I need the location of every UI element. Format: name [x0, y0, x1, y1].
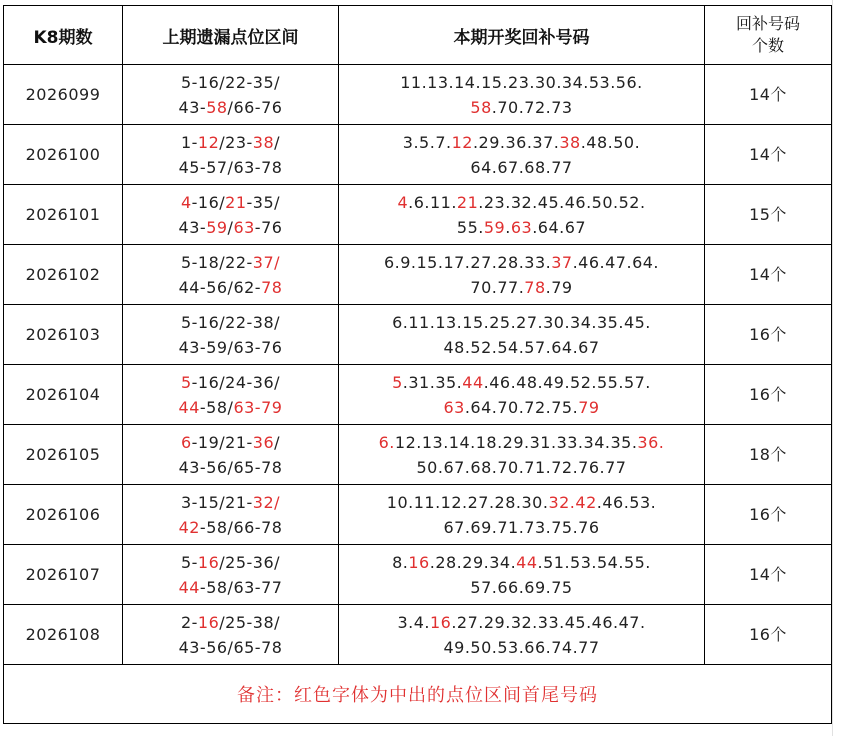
numbers-cell[interactable] — [339, 605, 705, 665]
note-row — [4, 665, 832, 724]
numbers-cell[interactable] — [339, 365, 705, 425]
header-count-line1: 回补号码 — [735, 14, 800, 33]
number-text: 44-56/62- — [178, 277, 262, 297]
highlight-number: 12 — [451, 132, 473, 152]
number-text: -19/21- — [191, 432, 253, 452]
count-cell[interactable]: 16个 — [705, 485, 832, 545]
highlight-number: 5 — [180, 372, 192, 392]
highlight-number: 21 — [225, 192, 247, 212]
highlight-number: 58 — [470, 97, 492, 117]
number-text: .79 — [545, 277, 573, 297]
range-line — [123, 490, 338, 515]
range-cell[interactable] — [123, 305, 339, 365]
numbers-line — [339, 515, 704, 540]
highlight-number: 4 — [180, 192, 192, 212]
highlight-number: 6. — [378, 432, 395, 452]
number-text: .23.32.45.46.50.52. — [478, 192, 646, 212]
numbers-line — [339, 635, 704, 660]
table-row — [4, 65, 832, 125]
range-cell[interactable] — [123, 125, 339, 185]
grid-line — [832, 0, 833, 736]
numbers-line — [339, 275, 704, 300]
period-cell[interactable]: 2026102 — [4, 245, 123, 305]
numbers-cell[interactable] — [339, 185, 705, 245]
number-text: 43-56/65-78 — [178, 457, 283, 477]
number-text: 64.67.68.77 — [470, 157, 573, 177]
number-text: .48.50. — [580, 132, 641, 152]
highlight-number: 63 — [510, 217, 533, 237]
highlight-number: 36 — [252, 432, 275, 452]
number-text: 3.5.7. — [402, 132, 452, 152]
number-text: .64.70.72.75. — [464, 397, 579, 417]
number-text: 5-16/22-35/ — [180, 72, 281, 92]
number-text: 11.13.14.15.23.30.34.53.56. — [400, 72, 643, 92]
k8-table — [3, 5, 832, 724]
count-cell[interactable]: 16个 — [705, 305, 832, 365]
numbers-line — [339, 190, 704, 215]
number-text: 55. — [456, 217, 484, 237]
number-text: .70.72.73 — [491, 97, 573, 117]
range-line — [123, 455, 338, 480]
count-cell[interactable]: 14个 — [705, 125, 832, 185]
period-cell[interactable]: 2026105 — [4, 425, 123, 485]
highlight-number: 4 — [397, 192, 409, 212]
numbers-cell[interactable] — [339, 485, 705, 545]
range-line — [123, 335, 338, 360]
range-line — [123, 275, 338, 300]
number-text: 48.52.54.57.64.67 — [443, 337, 600, 357]
count-cell[interactable]: 14个 — [705, 65, 832, 125]
numbers-line — [339, 610, 704, 635]
number-text: 43- — [178, 217, 207, 237]
numbers-line — [339, 550, 704, 575]
number-text: .29.36.37. — [472, 132, 560, 152]
count-cell[interactable]: 14个 — [705, 245, 832, 305]
range-line — [123, 190, 338, 215]
range-line — [123, 395, 338, 420]
range-cell[interactable] — [123, 185, 339, 245]
number-text: 70.77. — [470, 277, 525, 297]
range-cell[interactable] — [123, 65, 339, 125]
number-text: -76 — [254, 217, 283, 237]
number-text: 43-56/65-78 — [178, 637, 283, 657]
number-text: -16/24-36/ — [191, 372, 281, 392]
highlight-number: 44 — [178, 397, 200, 417]
period-cell[interactable]: 2026099 — [4, 65, 123, 125]
period-cell[interactable]: 2026106 — [4, 485, 123, 545]
numbers-line — [339, 310, 704, 335]
range-line — [123, 310, 338, 335]
note-cell[interactable]: 备注：红色字体为中出的点位区间首尾号码 — [4, 665, 832, 724]
count-cell[interactable]: 16个 — [705, 365, 832, 425]
table-row — [4, 545, 832, 605]
number-text: /23- — [219, 132, 253, 152]
range-line — [123, 370, 338, 395]
number-text: 43-59/63-76 — [178, 337, 283, 357]
highlight-number: 78 — [261, 277, 283, 297]
range-line — [123, 635, 338, 660]
numbers-line — [339, 70, 704, 95]
highlight-number: 16 — [429, 612, 452, 632]
period-cell[interactable]: 2026107 — [4, 545, 123, 605]
highlight-number: / — [274, 252, 281, 272]
number-text: -16/ — [191, 192, 226, 212]
range-line — [123, 575, 338, 600]
table-row — [4, 185, 832, 245]
range-line — [123, 155, 338, 180]
range-line — [123, 95, 338, 120]
highlight-number: 36. — [637, 432, 665, 452]
range-cell[interactable] — [123, 485, 339, 545]
range-cell[interactable] — [123, 365, 339, 425]
highlight-number: 63-79 — [233, 397, 283, 417]
highlight-number: 44 — [462, 372, 484, 392]
number-text: 2- — [180, 612, 198, 632]
highlight-number: 59 — [206, 217, 228, 237]
number-text: 67.69.71.73.75.76 — [443, 517, 600, 537]
number-text: .27.29.32.33.45.46.47. — [451, 612, 646, 632]
highlight-number: 58 — [206, 97, 228, 117]
period-cell[interactable]: 2026101 — [4, 185, 123, 245]
highlight-number: 5 — [392, 372, 403, 392]
number-text: 43- — [178, 97, 207, 117]
period-cell[interactable]: 2026108 — [4, 605, 123, 665]
number-text: 45-57/63-78 — [178, 157, 283, 177]
highlight-number: 12 — [197, 132, 220, 152]
highlight-number: 16 — [197, 552, 220, 572]
highlight-number: 63 — [443, 397, 465, 417]
numbers-line — [339, 215, 704, 240]
number-text: .46.48.49.52.55.57. — [483, 372, 651, 392]
highlight-number: 38 — [559, 132, 581, 152]
range-line — [123, 515, 338, 540]
number-text: 5- — [180, 552, 198, 572]
table-row — [4, 425, 832, 485]
highlight-number: 16 — [197, 612, 220, 632]
number-text: .46.47.64. — [572, 252, 660, 272]
number-text: 6.11.13.15.25.27.30.34.35.45. — [392, 312, 651, 332]
highlight-number: 59 — [483, 217, 506, 237]
numbers-cell[interactable] — [339, 125, 705, 185]
number-text: / — [274, 132, 281, 152]
range-line — [123, 610, 338, 635]
period-cell[interactable]: 2026104 — [4, 365, 123, 425]
numbers-cell[interactable] — [339, 245, 705, 305]
highlight-number: 44 — [178, 577, 200, 597]
highlight-number: 44 — [516, 552, 538, 572]
table-row — [4, 365, 832, 425]
number-text: .6.11. — [408, 192, 457, 212]
highlight-number: 37 — [252, 252, 275, 272]
number-text: 50.67.68.70.71.72.76.77 — [416, 457, 627, 477]
range-line — [123, 130, 338, 155]
table-row — [4, 305, 832, 365]
highlight-number: 21 — [456, 192, 479, 212]
number-text: . — [505, 217, 511, 237]
number-text: -58/66-78 — [199, 517, 283, 537]
highlight-number: 63 — [233, 217, 255, 237]
numbers-line — [339, 490, 704, 515]
number-text: 57.66.69.75 — [470, 577, 573, 597]
numbers-line — [339, 130, 704, 155]
number-text: /25-36/ — [219, 552, 281, 572]
highlight-number: 38 — [252, 132, 275, 152]
number-text: .31.35. — [402, 372, 463, 392]
range-line — [123, 215, 338, 240]
number-text: 6.9.15.17.27.28.33. — [383, 252, 552, 272]
number-text: -58/63-77 — [199, 577, 283, 597]
numbers-cell[interactable] — [339, 545, 705, 605]
header-period[interactable]: K8期数 — [4, 6, 123, 65]
number-text: 8. — [392, 552, 409, 572]
header-count[interactable] — [705, 6, 832, 65]
numbers-cell[interactable] — [339, 65, 705, 125]
header-count-line2: 个数 — [751, 36, 784, 55]
numbers-line — [339, 95, 704, 120]
table-row — [4, 125, 832, 185]
range-cell[interactable] — [123, 425, 339, 485]
numbers-line — [339, 370, 704, 395]
range-line — [123, 550, 338, 575]
highlight-number: 16 — [408, 552, 430, 572]
number-text: 10.11.12.27.28.30. — [386, 492, 549, 512]
number-text: .51.53.54.55. — [537, 552, 651, 572]
header-draw-numbers[interactable]: 本期开奖回补号码 — [339, 6, 705, 65]
number-text: .46.53. — [596, 492, 657, 512]
range-line — [123, 250, 338, 275]
numbers-line — [339, 335, 704, 360]
number-text: .64.67 — [532, 217, 587, 237]
numbers-line — [339, 455, 704, 480]
table-row — [4, 605, 832, 665]
range-line — [123, 70, 338, 95]
highlight-number: 42 — [178, 517, 200, 537]
count-cell[interactable]: 16个 — [705, 605, 832, 665]
range-line — [123, 430, 338, 455]
count-cell[interactable]: 14个 — [705, 545, 832, 605]
number-text: -58/ — [199, 397, 234, 417]
numbers-line — [339, 430, 704, 455]
range-cell[interactable] — [123, 545, 339, 605]
table-body — [4, 65, 832, 665]
number-text: 3-15/21- — [180, 492, 253, 512]
period-cell[interactable]: 2026103 — [4, 305, 123, 365]
number-text: 5-16/22-38/ — [180, 312, 281, 332]
range-cell[interactable] — [123, 245, 339, 305]
table-row — [4, 245, 832, 305]
number-text: -35/ — [246, 192, 281, 212]
number-text: / — [274, 432, 281, 452]
highlight-number: 32.42 — [548, 492, 597, 512]
highlight-number: 79 — [578, 397, 600, 417]
numbers-cell[interactable] — [339, 305, 705, 365]
count-cell[interactable]: 18个 — [705, 425, 832, 485]
range-cell[interactable] — [123, 605, 339, 665]
number-text: 12.13.14.18.29.31.33.34.35. — [394, 432, 638, 452]
numbers-line — [339, 250, 704, 275]
highlight-number: 37 — [551, 252, 573, 272]
number-text: 5-18/22- — [180, 252, 253, 272]
header-prev-range[interactable]: 上期遗漏点位区间 — [123, 6, 339, 65]
number-text: /25-38/ — [219, 612, 281, 632]
highlight-number: 32/ — [252, 492, 281, 512]
number-text: .28.29.34. — [429, 552, 517, 572]
number-text: 3.4. — [397, 612, 430, 632]
highlight-number: 6 — [180, 432, 192, 452]
number-text: 1- — [180, 132, 198, 152]
numbers-line — [339, 395, 704, 420]
number-text: 49.50.53.66.74.77 — [443, 637, 600, 657]
numbers-line — [339, 575, 704, 600]
numbers-cell[interactable] — [339, 425, 705, 485]
numbers-line — [339, 155, 704, 180]
period-cell[interactable]: 2026100 — [4, 125, 123, 185]
number-text: /66-76 — [227, 97, 283, 117]
highlight-number: 78 — [524, 277, 546, 297]
header-row — [4, 6, 832, 65]
count-cell[interactable]: 15个 — [705, 185, 832, 245]
number-text: / — [227, 217, 234, 237]
table-row — [4, 485, 832, 545]
